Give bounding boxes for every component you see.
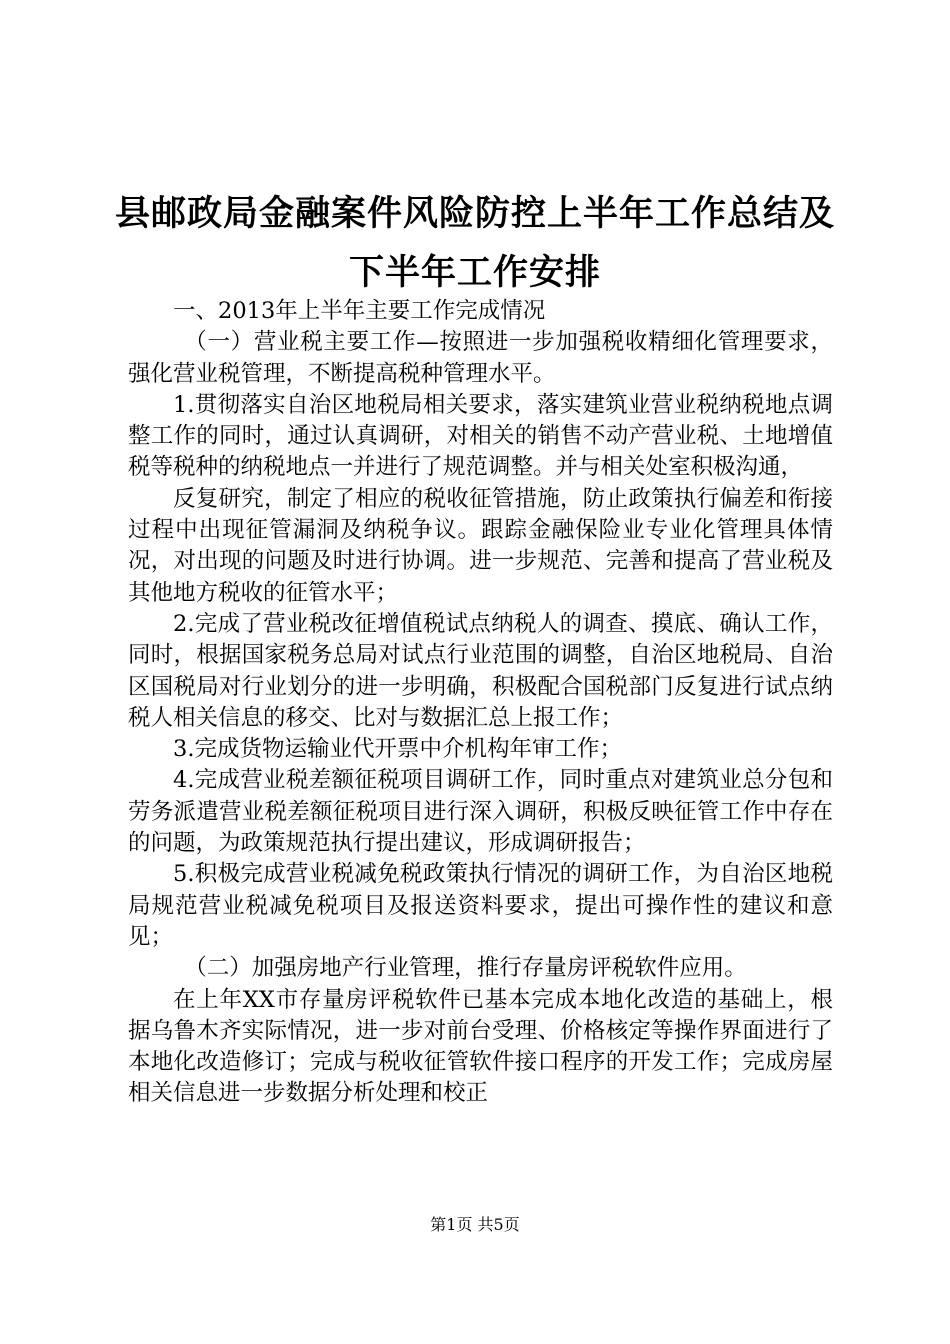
paragraph: 5.积极完成营业税减免税政策执行情况的调研工作，为自治区地税局规范营业税减免税项目及报送资料要求，提出可操作性的建议和意见； [128,861,833,950]
section-heading: 一、2013年上半年主要工作完成情况 [173,298,546,324]
paragraph: 4.完成营业税差额征税项目调研工作，同时重点对建筑业总分包和劳务派遣营业税差额征税项目进行深入调研，积极反映征管工作中存在的问题，为政策规范执行提出建议，形成调研报告； [128,767,833,857]
paragraph: 3.完成货物运输业代开票中介机构年审工作； [173,736,622,763]
document-body [128,296,833,1110]
page-footer: 第1页 共5页 [430,1215,520,1234]
paragraph: 在上年XX市存量房评税软件已基本完成本地化改造的基础上，根据乌鲁木齐实际情况，进一步对前台受理、价格核定等操作界面进行了本地化改造修订；完成与税收征管软件接口程序的开发工作；完成房屋相关信息进一步数据分析处理和校正 [128,986,833,1107]
subsection-heading: （二）加强房地产行业管理，推行存量房评税软件应用。 [184,955,747,982]
subsection-heading: （一）营业税主要工作—按照进一步加强税收精细化管理要求，强化营业税管理，不断提高税种管理水平。 [128,329,833,387]
document-title-line1: 县邮政局金融案件风险防控上半年工作总结及 [114,194,835,234]
paragraph: 反复研究，制定了相应的税收征管措施，防止政策执行偏差和衔接过程中出现征管漏洞及纳税争议。跟踪金融保险业专业化管理具体情况，对出现的问题及时进行协调。进一步规范、完善和提高了营业税及其他地方税收的征管水平； [128,485,833,606]
paragraph: 2.完成了营业税改征增值税试点纳税人的调查、摸底、确认工作，同时，根据国家税务总局对试点行业范围的调整，自治区地税局、自治区国税局对行业划分的进一步明确，积极配合国税部门反复进行试点纳税人相关信息的移交、比对与数据汇总上报工作； [128,610,833,731]
paragraph: 1.贯彻落实自治区地税局相关要求，落实建筑业营业税纳税地点调整工作的同时，通过认真调研，对相关的销售不动产营业税、土地增值税等税种的纳税地点一并进行了规范调整。并与相关处室积极沟通， [128,391,833,481]
document-title-line2: 下半年工作安排 [348,253,601,293]
